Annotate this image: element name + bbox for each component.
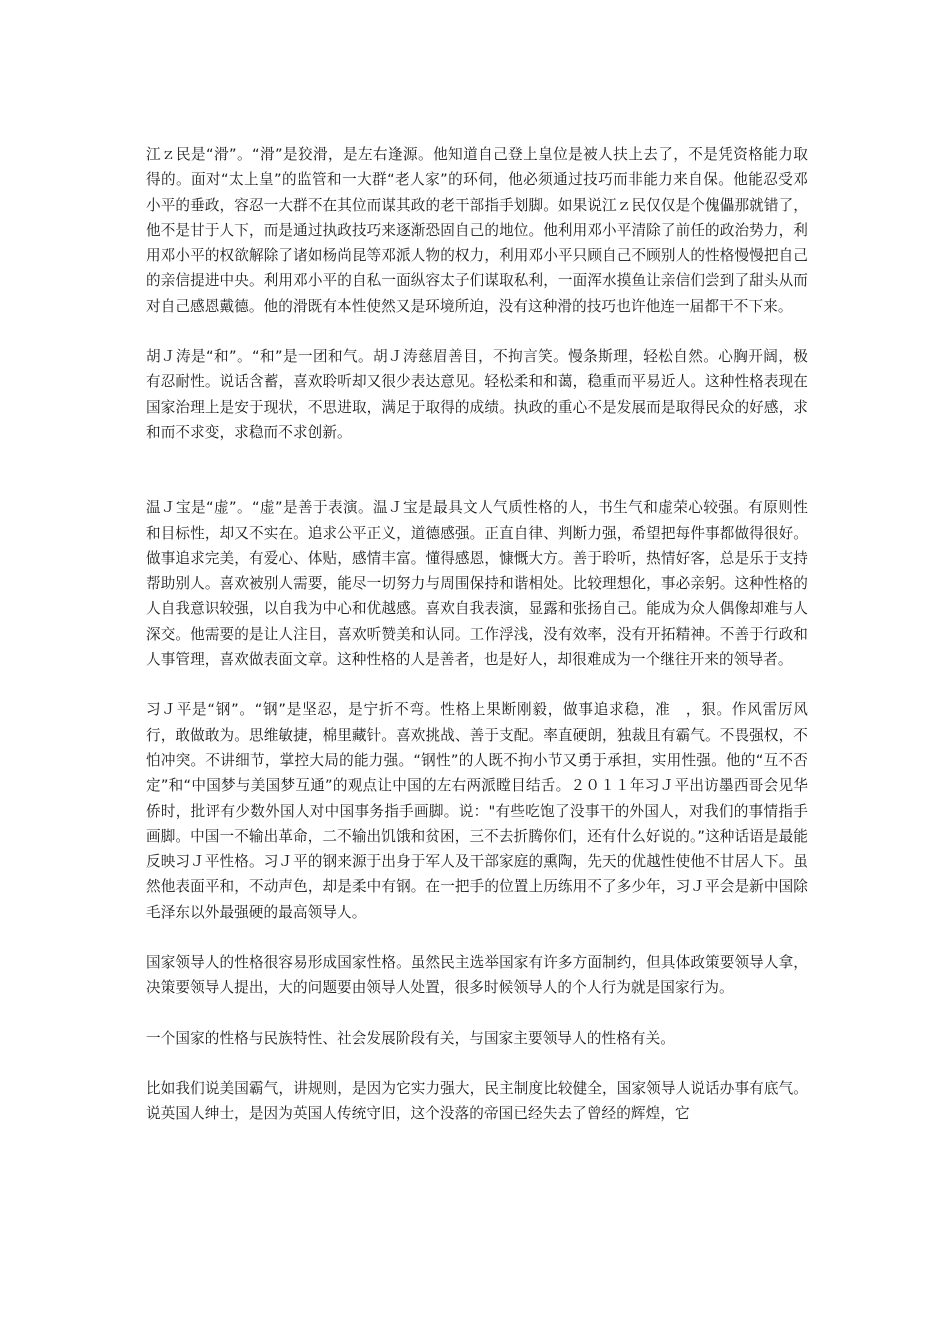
paragraph-examples: 比如我们说美国霸气，讲规则，是因为它实力强大，民主制度比较健全，国家领导人说话办事有底气。说英国人绅士，是因为英国人传统守旧，这个没落的帝国已经失去了曾经的辉煌，它	[146, 1079, 808, 1123]
paragraph-hu: 胡Ｊ涛是“和”。“和”是一团和气。胡Ｊ涛慈眉善目，不拘言笑。慢条斯理，轻松自然。心胸开阔，极有忍耐性。说话含蓄，喜欢聆听却又很少表达意见。轻松柔和和蔼，稳重而平易近人。这种性格表现在国家治理上是安于现状，不思进取，满足于取得的成绩。执政的重心不是发展而是取得民众的好感，求和而不求变，求稳而不求创新。	[146, 348, 808, 441]
paragraph-jiang: 江ｚ民是“滑”。“滑”是狡滑，是左右逢源。他知道自己登上皇位是被人扶上去了，不是凭资格能力取得的。面对“太上皇”的监管和一大群“老人家”的环伺，他必须通过技巧而非能力来自保。他能忍受邓小平的垂政，容忍一大群不在其位而谋其政的老干部指手划脚。如果说江ｚ民仅仅是个傀儡那就错了，他不是甘于人下，而是通过执政技巧来逐渐恐固自己的地位。他利用邓小平清除了前任的政治势力，利用邓小平的权欲解除了诸如杨尚昆等邓派人物的权力，利用邓小平只顾自己不顾别人的性格慢慢把自己的亲信提进中央。利用邓小平的自私一面纵容太子们谋取私利，一面浑水摸鱼让亲信们尝到了甜头从而对自己感恩戴德。他的滑既有本性使然又是环境所迫，没有这种滑的技巧也许他连一届都干不下来。	[146, 146, 808, 315]
paragraph-spacer	[146, 445, 808, 495]
paragraph-spacer	[146, 672, 808, 697]
paragraph-xi: 习Ｊ平是“钢”。“钢”是坚忍，是宁折不弯。性格上果断刚毅，做事追求稳，准 ，狠。作风雷厉风行，敢做敢为。思维敏捷，棉里藏针。喜欢挑战、善于支配。率直硬朗，独裁且有霸气。不畏强权，不怕冲突。不讲细节，掌控大局的能力强。“钢性”的人既不拘小节又勇于承担，实用性强。他的“互不否定”和“中国梦与美国梦互通”的观点让中国的左右两派瞠目结舌。２０１１年习Ｊ平出访墨西哥会见华侨时，批评有少数外国人对中国事务指手画脚。说："有些吃饱了没事干的外国人，对我们的事情指手画脚。中国一不输出革命，二不输出饥饿和贫困，三不去折腾你们，还有什么好说的。”这种话语是最能反映习Ｊ平性格。习Ｊ平的钢来源于出身于军人及干部家庭的熏陶，先天的优越性使他不甘居人下。虽然他表面平和，不动声色，却是柔中有钢。在一把手的位置上历练用不了多少年，习Ｊ平会是新中国除毛泽东以外最强硬的最高领导人。	[146, 701, 808, 921]
paragraph-spacer	[146, 1051, 808, 1076]
paragraph-spacer	[146, 925, 808, 950]
paragraph-national-character: 国家领导人的性格很容易形成国家性格。虽然民主选举国家有许多方面制约，但具体政策要领导人拿，决策要领导人提出，大的问题要由领导人处置，很多时候领导人的个人行为就是国家行为。	[146, 954, 808, 997]
paragraph-country-nature: 一个国家的性格与民族特性、社会发展阶段有关，与国家主要领导人的性格有关。	[146, 1029, 675, 1047]
paragraph-spacer	[146, 1001, 808, 1026]
paragraph-spacer	[146, 319, 808, 344]
paragraph-wen: 温Ｊ宝是“虚”。“虚”是善于表演。温Ｊ宝是最具文人气质性格的人，书生气和虚荣心较强。有原则性和目标性，却又不实在。追求公平正义，道德感强。正直自律、判断力强，希望把每件事都做得很好。做事追求完美，有爱心、体贴，感情丰富。懂得感恩，慷慨大方。善于聆听，热情好客，总是乐于支持帮助别人。喜欢被别人需要，能尽一切努力与周围保持和谐相处。比较理想化，事必亲躬。这种性格的人自我意识较强，以自我为中心和优越感。喜欢自我表演，显露和张扬自己。能成为众人偶像却难与人深交。他需要的是让人注目，喜欢听赞美和认同。工作浮浅，没有效率，没有开拓精神。不善于行政和人事管理，喜欢做表面文章。这种性格的人是善者，也是好人，却很难成为一个继往开来的领导者。	[146, 499, 808, 669]
document-body	[146, 142, 808, 1127]
